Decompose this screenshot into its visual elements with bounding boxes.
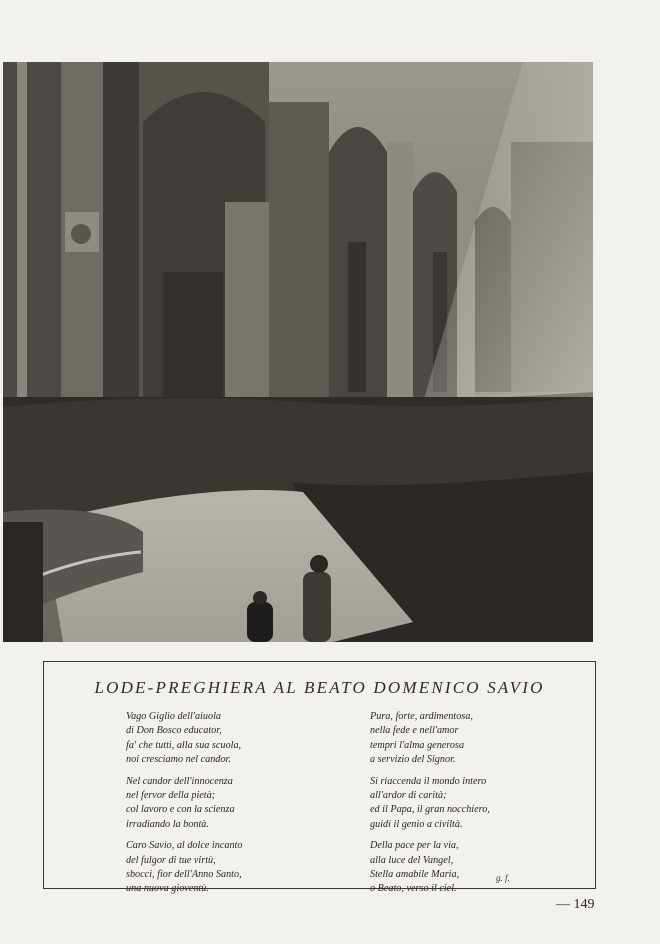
poem-line: guidi il genio a civiltà. xyxy=(370,818,463,830)
poem-stanza xyxy=(370,775,490,832)
poem-stanza xyxy=(126,775,242,832)
poem-line: Nel candor dell'innocenza xyxy=(126,775,233,787)
poem-line: nel fervor della pietà; xyxy=(126,789,216,801)
poem-right-column xyxy=(370,710,490,904)
poem-line: irradiando la bontà. xyxy=(126,818,209,830)
poem-line: tempri l'alma generosa xyxy=(370,739,465,751)
poem-line: Caro Savio, al dolce incanto xyxy=(126,840,243,852)
poem-line: fa' che tutti, alla sua scuola, xyxy=(126,739,242,751)
poem-stanza xyxy=(126,710,242,767)
poem-line: a servizio del Signor. xyxy=(370,753,456,765)
poem-signature: g. f. xyxy=(496,873,510,883)
poem-line: all'ardor di carità; xyxy=(370,789,447,801)
poem-line: o Beato, verso il ciel. xyxy=(370,883,457,895)
poem-stanza xyxy=(370,710,490,767)
poem-line: una nuova gioventù. xyxy=(126,883,209,895)
poem-line: Si riaccenda il mondo intero xyxy=(370,775,487,787)
poem-stanza xyxy=(370,839,490,896)
basilica-interior-photo-icon xyxy=(3,62,593,642)
poem-line: Della pace per la via, xyxy=(370,840,459,852)
poem-line: di Don Bosco educator, xyxy=(126,725,222,737)
poem-line: nella fede e nell'amor xyxy=(370,725,459,737)
poem-line: Stella amabile Maria, xyxy=(370,868,460,880)
poem-line: ed il Papa, il gran nocchiero, xyxy=(370,804,490,816)
basilica-interior-photo xyxy=(3,62,593,642)
poem-line: col lavoro e con la scienza xyxy=(126,804,235,816)
poem-left-column xyxy=(126,710,242,904)
poem-line: sbocci, fior dell'Anno Santo, xyxy=(126,868,242,880)
poem-stanza xyxy=(126,839,242,896)
poem-box xyxy=(43,661,596,895)
poem-line: del fulgor di tue virtù, xyxy=(126,854,216,866)
poem-line: noi cresciamo nel candor. xyxy=(126,753,231,765)
poem-line: Pura, forte, ardimentosa, xyxy=(370,711,473,722)
page-number: — 149 xyxy=(556,897,595,912)
poem-line: alla luce del Vangel, xyxy=(370,854,454,866)
poem-line: Vago Giglio dell'aiuola xyxy=(126,711,221,722)
poem-title: LODE-PREGHIERA AL BEATO DOMENICO SAVIO xyxy=(94,678,545,697)
